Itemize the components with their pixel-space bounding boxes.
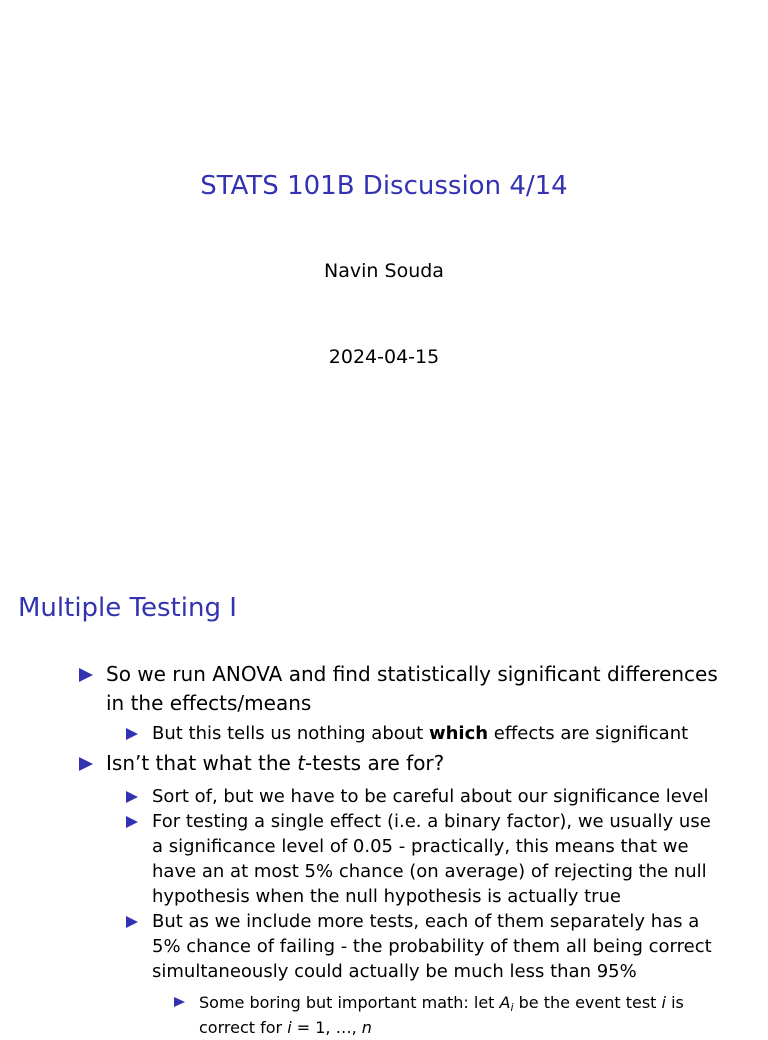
bullet-triangle-icon [174, 997, 185, 1007]
bullet-triangle-icon [126, 791, 138, 803]
bullet-text: Sort of, but we have to be careful about our significance level [152, 786, 709, 807]
bullet-triangle-icon [126, 816, 138, 828]
bold-emphasis: which [428, 723, 489, 744]
sub-bullet-item [0, 809, 768, 909]
bullet-text: But as we include more tests, each of them separately has a 5% chance of failing - the probability of them all being correct simultaneously could actually be much less than 95% [152, 911, 712, 982]
author-name: Navin Souda [324, 260, 444, 282]
bullet-triangle-icon [126, 728, 138, 740]
frame-title: Multiple Testing I [18, 593, 237, 623]
sub-sub-bullet-item [0, 990, 768, 1040]
bullet-text: Some boring but important math: let $A_i$ be the event test i is correct for i = 1, …, n [199, 993, 684, 1037]
sub-bullet-item [0, 784, 768, 809]
bullet-text: But this tells us nothing about which effects are significant [152, 723, 689, 744]
bullet-triangle-icon [79, 668, 93, 682]
bullet-text: So we run ANOVA and find statistically significant differences in the effects/means [106, 662, 718, 715]
presentation-date: 2024-04-15 [328, 346, 440, 368]
bullet-triangle-icon [126, 916, 138, 928]
bullet-text: For testing a single effect (i.e. a binary factor), we usually use a significance level of 0.05 - practically, this means that we have an at most 5% chance (on average) of rejecting the null hypothesis when the null hypothesis is actually true [152, 811, 711, 907]
sub-bullet-item [0, 721, 768, 746]
bullet-text: Isn’t that what the t-tests are for? [106, 751, 445, 775]
italic-variable: t [297, 751, 306, 775]
bullet-list [0, 660, 768, 1040]
bullet-item [0, 749, 768, 778]
bullet-item [0, 660, 768, 718]
presentation-title: STATS 101B Discussion 4/14 [200, 171, 568, 201]
sub-bullet-item [0, 909, 768, 984]
content-slide [0, 576, 768, 1037]
bullet-triangle-icon [79, 757, 93, 771]
